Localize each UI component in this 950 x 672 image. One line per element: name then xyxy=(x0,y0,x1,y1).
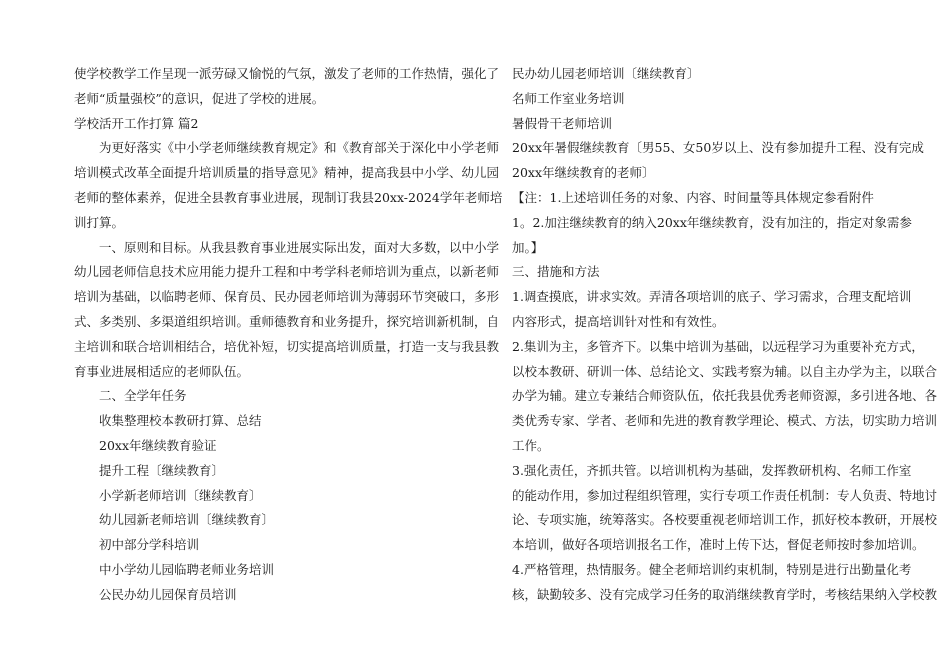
right-text-line: 论、专项实施，统筹落实。各校要重视老师培训工作，抓好校本教研，开展校 xyxy=(512,512,938,528)
right-text-line: 20xx年继续教育的老师〕 xyxy=(512,165,655,181)
left-text-line: 使学校教学工作呈现一派劳碌又愉悦的气氛，激发了老师的工作热情，强化了 xyxy=(74,66,500,81)
right-text-line: 本培训，做好各项培训报名工作，准时上传下达，督促老师按时参加培训。 xyxy=(512,537,925,553)
right-text-line: 3.强化责任，齐抓共管。以培训机构为基础，发挥教研机构、名师工作室 xyxy=(512,462,912,478)
left-text-line: 二、全学年任务 xyxy=(99,388,187,404)
left-text-line: 收集整理校本教研打算、总结 xyxy=(99,413,262,429)
left-text-line: 式、多类别、多渠道组织培训。重师德教育和业务提升，探究培训新机制，自 xyxy=(74,313,500,329)
left-text-line: 一、原则和目标。从我县教育事业进展实际出发，面对大多数，以中小学 xyxy=(99,239,500,255)
right-text-line: 1.调查摸底，讲求实效。弄清各项培训的底子、学习需求，合理支配培训 xyxy=(512,289,912,305)
left-text-line: 老师的整体素养，促进全县教育事业进展，现制订我县20xx-2024学年老师培 xyxy=(74,189,503,205)
right-text-line: 【注：1.上述培训任务的对象、内容、时间量等具体规定参看附件 xyxy=(512,189,874,205)
right-text-line: 民办幼儿园老师培训〔继续教育〕 xyxy=(512,66,700,81)
left-text-line: 20xx年继续教育验证 xyxy=(99,437,217,453)
right-text-line: 加。】 xyxy=(512,239,544,255)
left-text-line: 为更好落实《中小学老师继续教育规定》和《教育部关于深化中小学老师 xyxy=(99,140,500,156)
right-text-line: 工作。 xyxy=(512,437,550,453)
left-text-line: 培训模式改革全面提升培训质量的指导意见》精神，提高我县中小学、幼儿园 xyxy=(74,165,500,181)
right-text-line: 暑假骨干老师培训 xyxy=(512,115,613,131)
right-text-line: 20xx年暑假继续教育〔男55、女50岁以上、没有参加提升工程、没有完成 xyxy=(512,140,924,156)
left-text-line: 初中部分学科培训 xyxy=(99,537,200,553)
right-text-line: 以校本教研、研训一体、总结论文、实践考察为辅。以自主办学为主，以联合 xyxy=(512,363,938,379)
right-text-line: 核，缺勤较多、没有完成学习任务的取消继续教育学时，考核结果纳入学校教 xyxy=(512,586,938,602)
right-text-line: 内容形式，提高培训针对性和有效性。 xyxy=(512,313,725,329)
left-text-line: 训打算。 xyxy=(74,214,125,230)
left-text-line: 小学新老师培训〔继续教育〕 xyxy=(99,487,262,503)
right-text-line: 2.集训为主，多管齐下。以集中培训为基础，以远程学习为重要补充方式， xyxy=(512,338,924,354)
right-text-line: 4.严格管理，热情服务。健全老师培训约束机制，特别是进行出勤量化考 xyxy=(512,561,912,577)
right-text-line: 办学为辅。建立专兼结合师资队伍，依托我县优秀老师资源，多引进各地、各 xyxy=(512,388,938,404)
left-text-line: 提升工程〔继续教育〕 xyxy=(99,462,225,478)
right-text-line: 1。2.加注继续教育的纳入20xx年继续教育，没有加注的，指定对象需参 xyxy=(512,214,912,230)
right-text-line: 类优秀专家、学者、老师和先进的教育教学理论、模式、方法，切实助力培训 xyxy=(512,413,938,429)
right-text-line: 的能动作用，参加过程组织管理，实行专项工作责任机制：专人负责、特地讨 xyxy=(512,487,938,503)
left-text-line: 育事业进展相适应的老师队伍。 xyxy=(74,363,250,379)
left-text-line: 老师“质量强校”的意识，促进了学校的进展。 xyxy=(74,90,325,106)
left-text-line: 主培训和联合培训相结合，培优补短，切实提高培训质量，打造一支与我县教 xyxy=(74,338,500,354)
right-text-line: 名师工作室业务培训 xyxy=(512,90,625,106)
right-column xyxy=(512,62,938,608)
left-text-line: 培训为基础，以临聘老师、保育员、民办园老师培训为薄弱环节突破口，多形 xyxy=(74,289,500,305)
left-text-line: 幼儿园老师信息技术应用能力提升工程和中考学科老师培训为重点，以新老师 xyxy=(74,264,500,280)
left-text-line: 幼儿园新老师培训〔继续教育〕 xyxy=(99,512,275,528)
right-text-line: 三、措施和方法 xyxy=(512,264,600,280)
left-column xyxy=(74,62,503,608)
left-text-line: 学校活开工作打算 篇2 xyxy=(74,115,199,131)
left-text-line: 公民办幼儿园保育员培训 xyxy=(99,586,237,602)
left-text-line: 中小学幼儿园临聘老师业务培训 xyxy=(99,561,275,577)
